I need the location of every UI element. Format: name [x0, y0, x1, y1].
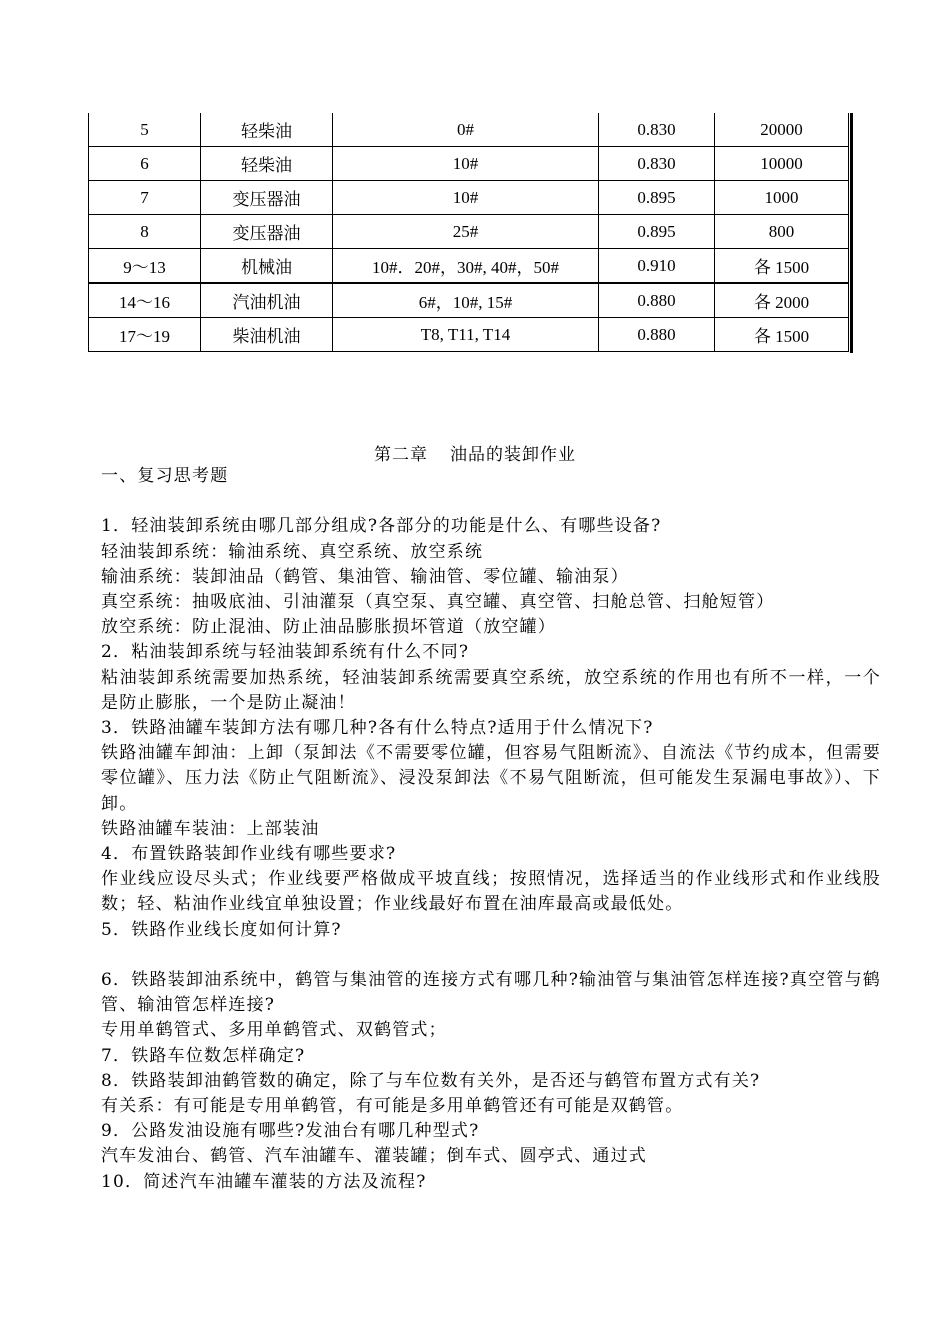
- cell-density: 0.880: [599, 318, 715, 352]
- answer-line: 专用单鹤管式、多用单鹤管式、双鹤管式；: [101, 1020, 447, 1041]
- section-heading: 一、复习思考题: [101, 466, 229, 486]
- table-row: [89, 283, 849, 318]
- cell-no: 6: [89, 147, 201, 181]
- question-4: 4．布置铁路装卸作业线有哪些要求?: [101, 844, 397, 865]
- answer-paragraph: 粘油装卸系统需要加热系统，轻油装卸系统需要真空系统，放空系统的作用也有所不一样，一个是防止膨胀，一个是防止凝油！: [101, 667, 881, 713]
- cell-no: 7: [89, 181, 201, 215]
- answer-line: 有关系：有可能是专用单鹤管，有可能是多用单鹤管还有可能是双鹤管。: [101, 1096, 684, 1117]
- cell-name: 变压器油: [201, 181, 333, 215]
- table-row: [89, 181, 849, 215]
- cell-density: 0.895: [599, 181, 715, 215]
- cell-grade: 0#: [333, 113, 599, 147]
- chapter-title: [0, 440, 950, 465]
- blank-line: [101, 489, 881, 514]
- blank-line: [101, 943, 881, 968]
- cell-name: 轻柴油: [201, 113, 333, 147]
- cell-no: 5: [89, 113, 201, 147]
- chapter-number: 第二章: [374, 445, 428, 465]
- answer-line: 放空系统：防止混油、防止油品膨胀损坏管道（放空罐）: [101, 617, 556, 638]
- table-row: [89, 113, 849, 147]
- cell-density: 0.910: [599, 249, 715, 284]
- question-7: 7．铁路车位数怎样确定?: [101, 1045, 306, 1066]
- cell-grade: 10#: [333, 181, 599, 215]
- cell-no: 8: [89, 215, 201, 249]
- cell-name: 机械油: [201, 249, 333, 284]
- cell-name: 柴油机油: [201, 318, 333, 352]
- cell-capacity: 各 1500: [715, 318, 849, 352]
- question-6: 6．铁路装卸油系统中，鹤管与集油管的连接方式有哪几种?输油管与集油管怎样连接?真空管与鹤管、输油管怎样连接?: [101, 970, 881, 1016]
- cell-name: 汽油机油: [201, 283, 333, 318]
- cell-grade: 6#，10#, 15#: [333, 283, 599, 318]
- answer-line: 真空系统：抽吸底油、引油灌泵（真空泵、真空罐、真空管、扫舱总管、扫舱短管）: [101, 592, 775, 612]
- oil-product-table-wrapper: [88, 113, 851, 353]
- table-row: [89, 318, 849, 352]
- cell-capacity: 1000: [715, 181, 849, 215]
- chapter-name: 油品的装卸作业: [450, 445, 576, 465]
- cell-density: 0.880: [599, 283, 715, 318]
- question-9: 9．公路发油设施有哪些?发油台有哪几种型式?: [101, 1121, 480, 1142]
- answer-paragraph: 铁路油罐车卸油：上卸（泵卸法《不需要零位罐，但容易气阻断流》、自流法《节约成本，但需要零位罐》、压力法《防止气阻断流》、浸没泵卸法《不易气阻断流，但可能发生泵漏电事故》）、下卸。: [101, 743, 881, 814]
- table-row: [89, 249, 849, 284]
- cell-capacity: 800: [715, 215, 849, 249]
- cell-name: 变压器油: [201, 215, 333, 249]
- cell-grade: 10#: [333, 147, 599, 181]
- answer-line: 输油系统：装卸油品（鹤管、集油管、输油管、零位罐、输油泵）: [101, 566, 629, 587]
- cell-capacity: 10000: [715, 147, 849, 181]
- question-3: 3．铁路油罐车装卸方法有哪几种?各有什么特点?适用于什么情况下?: [101, 718, 654, 739]
- oil-product-table: [88, 113, 849, 352]
- cell-no: 17～19: [89, 318, 201, 352]
- answer-line: 轻油装卸系统：输油系统、真空系统、放空系统: [101, 541, 484, 562]
- question-10: 10．简述汽车油罐车灌装的方法及流程?: [101, 1171, 427, 1192]
- cell-density: 0.830: [599, 147, 715, 181]
- cell-grade: 10#．20#，30#, 40#，50#: [333, 249, 599, 284]
- cell-grade: 25#: [333, 215, 599, 249]
- cell-capacity: 各 2000: [715, 283, 849, 318]
- answer-line: 汽车发油台、鹤管、汽车油罐车、灌装罐；倒车式、圆亭式、通过式: [101, 1146, 647, 1167]
- cell-no: 14～16: [89, 283, 201, 318]
- question-8: 8．铁路装卸油鹤管数的确定，除了与车位数有关外，是否还与鹤管布置方式有关?: [101, 1070, 761, 1091]
- table-row: [89, 147, 849, 181]
- question-1: 1．轻油装卸系统由哪几部分组成?各部分的功能是什么、有哪些设备?: [101, 516, 662, 537]
- table-row: [89, 215, 849, 249]
- chapter-content: [101, 464, 881, 1195]
- answer-paragraph: 作业线应设尽头式；作业线要严格做成平坡直线；按照情况，选择适当的作业线形式和作业线股数；轻、粘油作业线宜单独设置；作业线最好布置在油库最高或最低处。: [101, 869, 881, 915]
- cell-name: 轻柴油: [201, 147, 333, 181]
- question-5: 5．铁路作业线长度如何计算?: [101, 919, 342, 940]
- cell-density: 0.830: [599, 113, 715, 147]
- cell-capacity: 各 1500: [715, 249, 849, 284]
- cell-grade: T8, T11, T14: [333, 318, 599, 352]
- cell-no: 9～13: [89, 249, 201, 284]
- cell-capacity: 20000: [715, 113, 849, 147]
- question-2: 2．粘油装卸系统与轻油装卸系统有什么不同?: [101, 642, 470, 663]
- answer-line: 铁路油罐车装油：上部装油: [101, 818, 320, 839]
- cell-density: 0.895: [599, 215, 715, 249]
